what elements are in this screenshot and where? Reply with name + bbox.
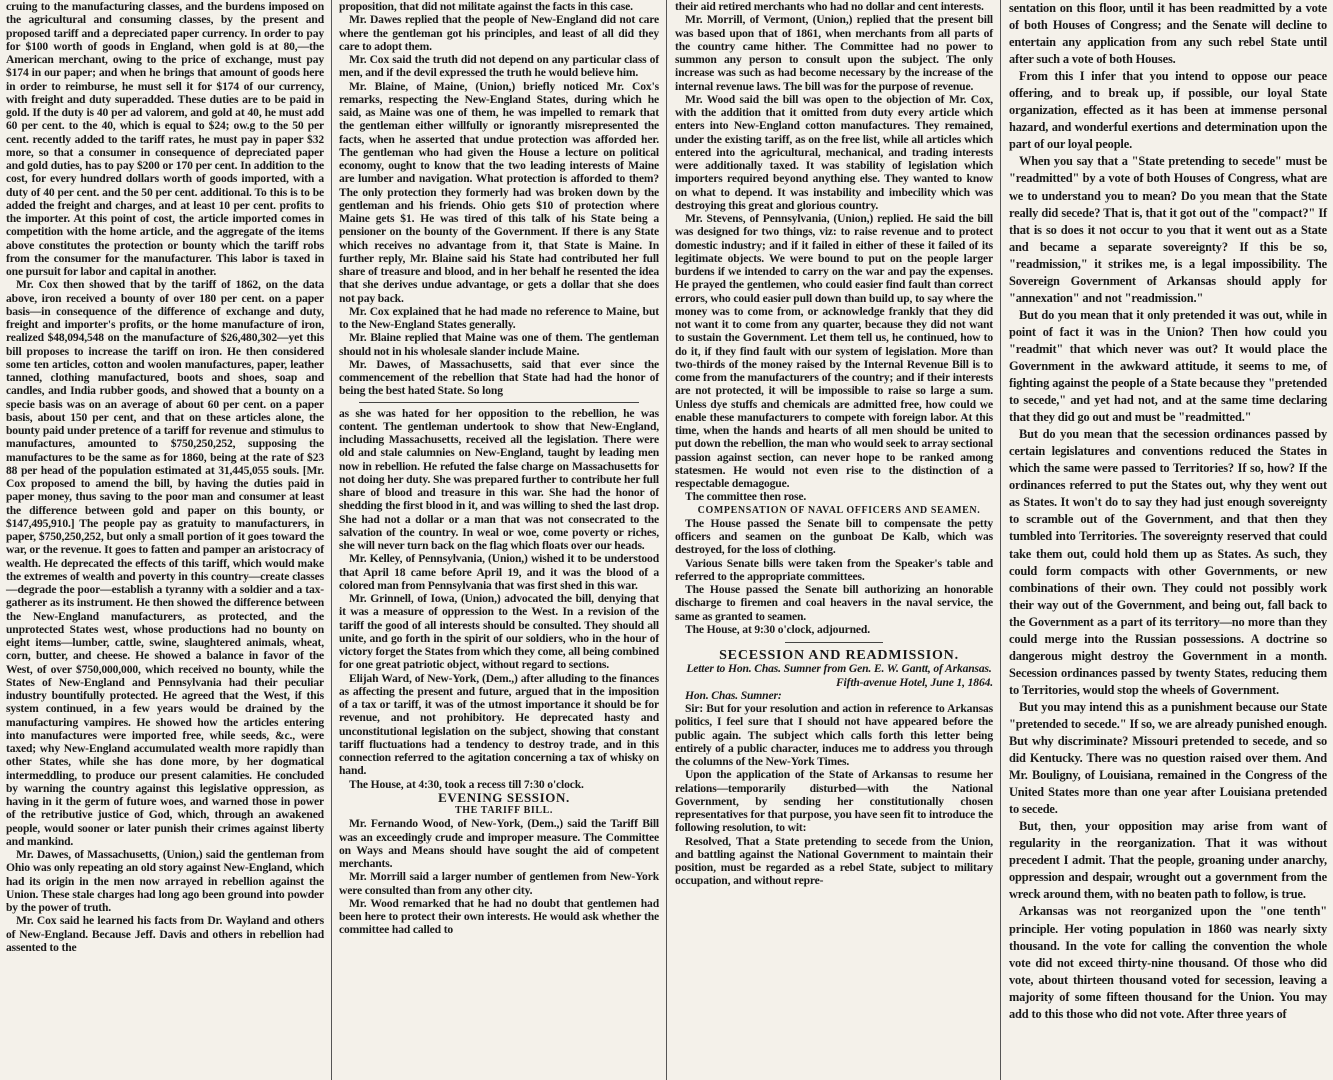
- paragraph: sentation on this floor, until it has been readmitted by a vote of both Houses of Congress; and the Senate will decline to entertain any application from any such rebel State until after such a vote of both Houses.: [1009, 1, 1327, 67]
- paragraph: But you may intend this as a punishment because our State "pretended to secede." If so, we are already punished enough. But why discriminate? Missouri pretended to secede, and so did Kentucky. There was no question raised over them. And Mr. Bouligny, of Louisiana, remained in the Congress of the United States more than one year after Louisiana pretended to secede.: [1009, 699, 1327, 817]
- paragraph: Mr. Morrill said a larger number of gentlemen from New-York were consulted than from any other city.: [339, 870, 659, 897]
- paragraph: their aid retired merchants who had no dollar and cent interests.: [675, 0, 984, 13]
- column-rule: [1000, 0, 1001, 1080]
- dateline: Fifth-avenue Hotel, June 1, 1864.: [835, 675, 993, 689]
- column-rule: [666, 0, 667, 1080]
- column-2: [333, 0, 665, 1080]
- section-subheading: THE TARIFF BILL.: [454, 805, 554, 816]
- paragraph: The committee then rose.: [685, 490, 807, 504]
- paragraph: The House, at 4:30, took a recess till 7:30 o'clock.: [349, 777, 584, 791]
- article-headline: SECESSION AND READMISSION.: [719, 648, 959, 663]
- column-rule: [331, 0, 332, 1080]
- paragraph: Mr. Kelley, of Pennsylvania, (Union,) wished it to be understood that April 18 came before April 19, and it was the blood of a colored man from Pennsylvania that was first shed in this war.: [339, 552, 659, 592]
- paragraph: Mr. Cox said the truth did not depend on any particular class of men, and if the devil expressed the truth he would believe him.: [339, 53, 659, 80]
- paragraph: proposition, that did not militate against the facts in this case.: [339, 0, 633, 13]
- paragraph: The House passed the Senate bill authorizing an honorable discharge to firemen and coal heavers in the naval service, the same as granted to seamen.: [675, 583, 993, 623]
- paragraph: Mr. Cox then showed that by the tariff of 1862, on the data above, iron received a bounty of over 180 per cent. on a paper basis—in consequence of the difference of exchange and duty, freight and importer's profits, or the home manufacture of iron, realized $48,094,548 on the manufacture of $26,480,302—yet this bill proposes to increase the tariff on iron. He then considered some ten articles, cotton and woolen manufactures, paper, leather tanned, clothing manufactured, boots and shoes, soap and candles, and India rubber goods, and showed that a bounty on a specie basis was on an average of about 60 per cent. on a paper basis, about 150 per cent, and that on these articles alone, the bounty paid under pretence of a tariff for revenue and stimulus to manufactures, amounted to $750,250,252, supposing the manufactures to be the same as for 1860, being at the rate of $23 88 per head of the population estimated at 31,445,055 souls. [Mr. Cox proposed to amend the bill, by having the duties paid in paper money, thus saving to the poor man and consumer at least the difference between gold and paper on this bounty, or $147,495,910.] The people pay as gratuity to manufacturers, in paper, $750,250,252, but only a small portion of it goes toward the war, or the revenue. It goes to fatten and pamper an aristocracy of wealth. He deprecated the effects of this tariff, which would make the extremes of wealth and poverty in this country—create classes—degrade the poor—establish a tyranny with a soldier and a tax-gatherer as its instrument. He then showed the difference between the New-England manufacturers, as protected, and the unprotected States west, whose productions had no bounty on eight items—lumber, cattle, swine, slaughtered animals, wheat, corn, butter, and cheese. He showed a balance in favor of the West, of over $750,000,000, which received no bounty, while the States of New-England and Pennsylvania had their peculiar industry bountifully protected. He agreed that the West, if this system continued, in a few years would be drained by the manufacturing vampires. He showed how the articles entering into manufactures were imported free, while seeds, &c., were taxed; why New-England accumulated wealth more rapidly than other States, while she has done more, by her dogmatical intermeddling, to produce our present calamities. He concluded by warning the country against this legislative oppression, as having in it the germ of future woes, and warned those in power of the retributive justice of God, which, through an awakened people, would sooner or later punish their crimes against liberty and mankind.: [6, 278, 324, 848]
- paragraph: From this I infer that you intend to oppose our peace offering, and to break up, if possible, our loyal State organization, effected as it has been at immense personal hazard, and wonderful exertions and determination upon the part of our loyal people.: [1009, 69, 1327, 152]
- article-subheading: Letter to Hon. Chas. Sumner from Gen. E. W. Gantt, of Arkansas.: [686, 662, 992, 676]
- section-heading: COMPENSATION OF NAVAL OFFICERS AND SEAMEN.: [697, 504, 981, 516]
- section-divider: [359, 402, 639, 403]
- paragraph: But do you mean that it only pretended it was out, while in point of fact it was in the Union? Then how could you "readmit" that which never was out? It would place the Government in the awkward attitude, it seems to me, of fighting against the people of a State because they "pretended to secede," and yet had not, and at the same time declaring that they did go out and must be "readmitted.": [1009, 307, 1327, 425]
- paragraph: The House, at 9:30 o'clock, adjourned.: [685, 622, 870, 636]
- salutation: Hon. Chas. Sumner:: [685, 688, 782, 702]
- column-3: [669, 0, 999, 1080]
- paragraph: Mr. Cox said he learned his facts from Dr. Wayland and others of New-England. Because Jeff. Davis and others in rebellion had assented to the: [6, 914, 324, 954]
- paragraph: Mr. Blaine, of Maine, (Union,) briefly noticed Mr. Cox's remarks, respecting the New-England States, during which he said, as Maine was one of them, he was impelled to remark that the gentleman either willfully or ignorantly misrepresented the facts, when he asserted that undue protection was afforded her. The gentleman who had given the House a lecture on political economy, ought to know that the two leading interests of Maine are lumber and navigation. What protection is afforded to them? The only protection they formerly had was broken down by the gentleman and his friends. Ohio gets $10 of protection where Maine gets $1. He was tired of this talk of his State being a pensioner on the bounty of the Government. If there is any State which receives no advantage from it, that State is Maine. In further reply, Mr. Blaine said his State had contributed her full share of treasure and blood, and in her behalf he resented the idea that she derives undue advantage, or gets a dollar that she does not pay back.: [339, 79, 659, 305]
- column-4: [1003, 0, 1333, 1080]
- paragraph: Mr. Blaine replied that Maine was one of them. The gentleman should not in his wholesale slander include Maine.: [339, 331, 659, 358]
- paragraph: Mr. Dawes replied that the people of New-England did not care where the gentleman got his principles, and least of all did they care to adopt them.: [339, 13, 659, 53]
- section-divider: [785, 642, 883, 643]
- paragraph: Arkansas was not reorganized upon the "one tenth" principle. Her voting population in 1860 was nearly sixty thousand. In the vote for calling the convention the whole vote did not exceed thirty-nine thousand. Of those who did vote, about thirteen thousand voted for secession, leaving a majority of some fifteen thousand for the Union. You may add to this those who did not vote. After three years of: [1009, 904, 1327, 1021]
- paragraph: But do you mean that the secession ordinances passed by certain legislatures and conventions reduced the States in which the same were passed to Territories? If so, how? If the ordinances referred to put the States out, why they went out as States. It won't do to say they had just enough sovereignty to scramble out of the Government, and that then they tumbled into Territories. The sovereignty reserved that could take them out, could hold them up as States. As such, they could form compacts with other Governments, or new combinations of their own. They could not possibly work their way out of the Government, and being out, fall back to the Government as a part of its territory—no more than they could merge into the Russian possessions. A doctrine so dangerous might destroy the Government in a month. Secession ordinances passed by twenty States, reducing them to Territories, would stop the wheels of Government.: [1009, 427, 1327, 697]
- paragraph: Mr. Wood remarked that he had no doubt that gentlemen had been here to protect their own interests. He would ask whether the committee had called to: [339, 896, 659, 937]
- paragraph: Mr. Dawes, of Massachusetts, said that ever since the commencement of the rebellion that State had had the honor of being the best hated State. So long: [339, 357, 659, 398]
- paragraph: Mr. Dawes, of Massachusetts, (Union,) said the gentleman from Ohio was only repeating an old story against New-England, which had its origin in the men now arrayed in rebellion against the Union. These stale charges had long ago been ground into powder by the power of truth.: [6, 848, 324, 914]
- paragraph: Mr. Morrill, of Vermont, (Union,) replied that the present bill was based upon that of 1861, when merchants from all parts of the country came hither. The Committee had no power to summon any person to consult upon the subject. The only increase was such as had become necessary by the increase of the internal revenue laws. The bill was for the purpose of revenue.: [675, 13, 993, 93]
- paragraph: cruing to the manufacturing classes, and the burdens imposed on the agricultural and consuming classes, by the present and proposed tariff and a depreciated paper currency. In order to pay for $100 worth of goods in England, when gold is at 80,—the American merchant, owing to the price of exchange, must pay $174 in our paper; and when he brings that amount of goods here in order to reimburse, he must sell it for $174 of our currency, with freight and duty superadded. These duties are to be paid in gold. If the duty is 40 per ad valorem, and gold at 40, he must add 60 per cent. to the 40, which is equal to $24; ow.g to the 50 per cent. recently added to the tariff rates, he must pay in paper $32 more, so that a consumer in consequence of depreciated paper and gold duties, has to pay $200 or 170 per cent. In addition to the cost, for every hundred dollars worth of goods imported, with a duty of 40 per cent. and the 50 per cent. additional. To this is to be added the freight and charges, and at least 10 per cent. profits to the importer. At this point of cost, the article imported comes in competition with the home article, and the aggregate of the items above constitutes the protection or bounty which the tariff robs from the consumer for the manufacturer. This labor is taxed in one pursuit for labor and capital in another.: [6, 0, 324, 278]
- paragraph: Mr. Stevens, of Pennsylvania, (Union,) replied. He said the bill was designed for two things, viz: to raise revenue and to protect domestic industry; and if it failed in either of these it failed of its legitimate objects. We were bound to put on the people larger burdens if we intended to carry on the war and pay the expenses. He prayed the gentlemen, who could easier find fault than correct errors, who could easier pull down than build up, to say where the money was to come from, or acknowledge frankly that they did not want it to come from any quarter, because they did not want to sustain the Government. Let them tell us, he continued, how to do it, if they find fault with our system of legislation. More than two-thirds of the money raised by the Internal Revenue Bill is to come from the manufacturers of the country; and if their interests are not protected, it will be impossible to raise so large a sum. Unless dye stuffs and chemicals are admitted free, how could we enable these manufacturers to compete with foreign labor. At this time, when the hands and hearts of all men should be united to put down the rebellion, the man who would seek to array sectional passion against section, can never hope to be ranked among statesmen. He would not even rise to the distinction of a respectable demagogue.: [675, 212, 993, 490]
- paragraph: Upon the application of the State of Arkansas to resume her relations—temporarily disturbed—with the National Government, by sending her constitutionally chosen representatives for that purpose, you have seen fit to introduce the following resolution, to wit:: [675, 768, 993, 835]
- paragraph: as she was hated for her opposition to the rebellion, he was content. The gentleman undertook to show that New-England, including Massachusetts, received all the legislation. There were old and stale calumnies on New-England, taught by leading men now in rebellion. He refuted the false charge on Massachusetts for not doing her duty. She was prepared further to contribute her full share of blood and treasure in this war. She had the honor of shedding the first blood in it, and was willing to shed the last drop. She had not a dollar or a man that was not consecrated to the salvation of the country. In weal or woe, come poverty or riches, she will never turn back on the flag which floats over our heads.: [339, 406, 659, 552]
- paragraph: The House passed the Senate bill to compensate the petty officers and seamen on the gunboat De Kalb, which was destroyed, for the loss of clothing.: [675, 516, 993, 557]
- column-1: [0, 0, 330, 1080]
- paragraph: Mr. Fernando Wood, of New-York, (Dem.,) said the Tariff Bill was an exceedingly crude and improper measure. The Committee on Ways and Means should have sought the aid of competent merchants.: [339, 817, 659, 870]
- section-heading: EVENING SESSION.: [438, 789, 570, 805]
- paragraph: Mr. Cox explained that he had made no reference to Maine, but to the New-England States generally.: [339, 304, 659, 331]
- paragraph: Mr. Wood said the bill was open to the objection of Mr. Cox, with the addition that it omitted from duty every article which enters into New-England cotton manufactures. They remained, under the existing tariff, as on the free list, while all articles which entered into the agricultural, mechanical, and trading interests were additionally taxed. It was stability of legislation which importers required beyond anything else. They wanted to know on what to depend. It was instability and imbecility which was destroying this great and glorious country.: [675, 92, 993, 212]
- paragraph: But, then, your opposition may arise from want of regularity in the reorganization. That it was without precedent I admit. That the people, groaning under anarchy, oppression and despair, wrought out a government from the wreck around them, with no beaten path to follow, is true.: [1009, 819, 1327, 902]
- paragraph: Elijah Ward, of New-York, (Dem.,) after alluding to the finances as affecting the present and future, argued that in the imposition of a tax or tariff, it was of the utmost importance it should be for revenue, and not prohibitory. He deprecated hasty and unconstitutional legislation on the subject, showing that constant tariff fluctuations had a tendency to destroy trade, and in this connection referred to the agitation concerning a tax of whisky on hand.: [339, 671, 659, 778]
- paragraph: Mr. Grinnell, of Iowa, (Union,) advocated the bill, denying that it was a measure of oppression to the West. In a revision of the tariff the good of all interests should be consulted. They should all unite, and go forth in the spirit of our soldiers, who in the hour of victory forget the States from which they come, all being combined for one great patriotic object, without regard to sections.: [339, 592, 659, 672]
- paragraph: Various Senate bills were taken from the Speaker's table and referred to the appropriate committees.: [675, 556, 993, 583]
- paragraph: Resolved, That a State pretending to secede from the Union, and battling against the National Government to maintain their position, must be regarded as a rebel State, subject to military occupation, and without repre-: [675, 834, 993, 888]
- paragraph: Sir: But for your resolution and action in reference to Arkansas politics, I feel sure that I should not have appeared before the public again. The subject which calls forth this letter being entirely of a public character, induces me to address you through the columns of the New-York Times.: [675, 702, 993, 768]
- paragraph: When you say that a "State pretending to secede" must be "readmitted" by a vote of both Houses of Congress, what are we to understand you to mean? Do you mean that the State really did secede? That is, that it got out of the "compact?" If that is so does it not occur to you that it went out as a State and became a separate sovereignty? If this be so, "readmission," it strikes me, is a legal impossibility. The Sovereign Government of Arkansas should apply for "annexation" and not "readmission.": [1009, 154, 1327, 305]
